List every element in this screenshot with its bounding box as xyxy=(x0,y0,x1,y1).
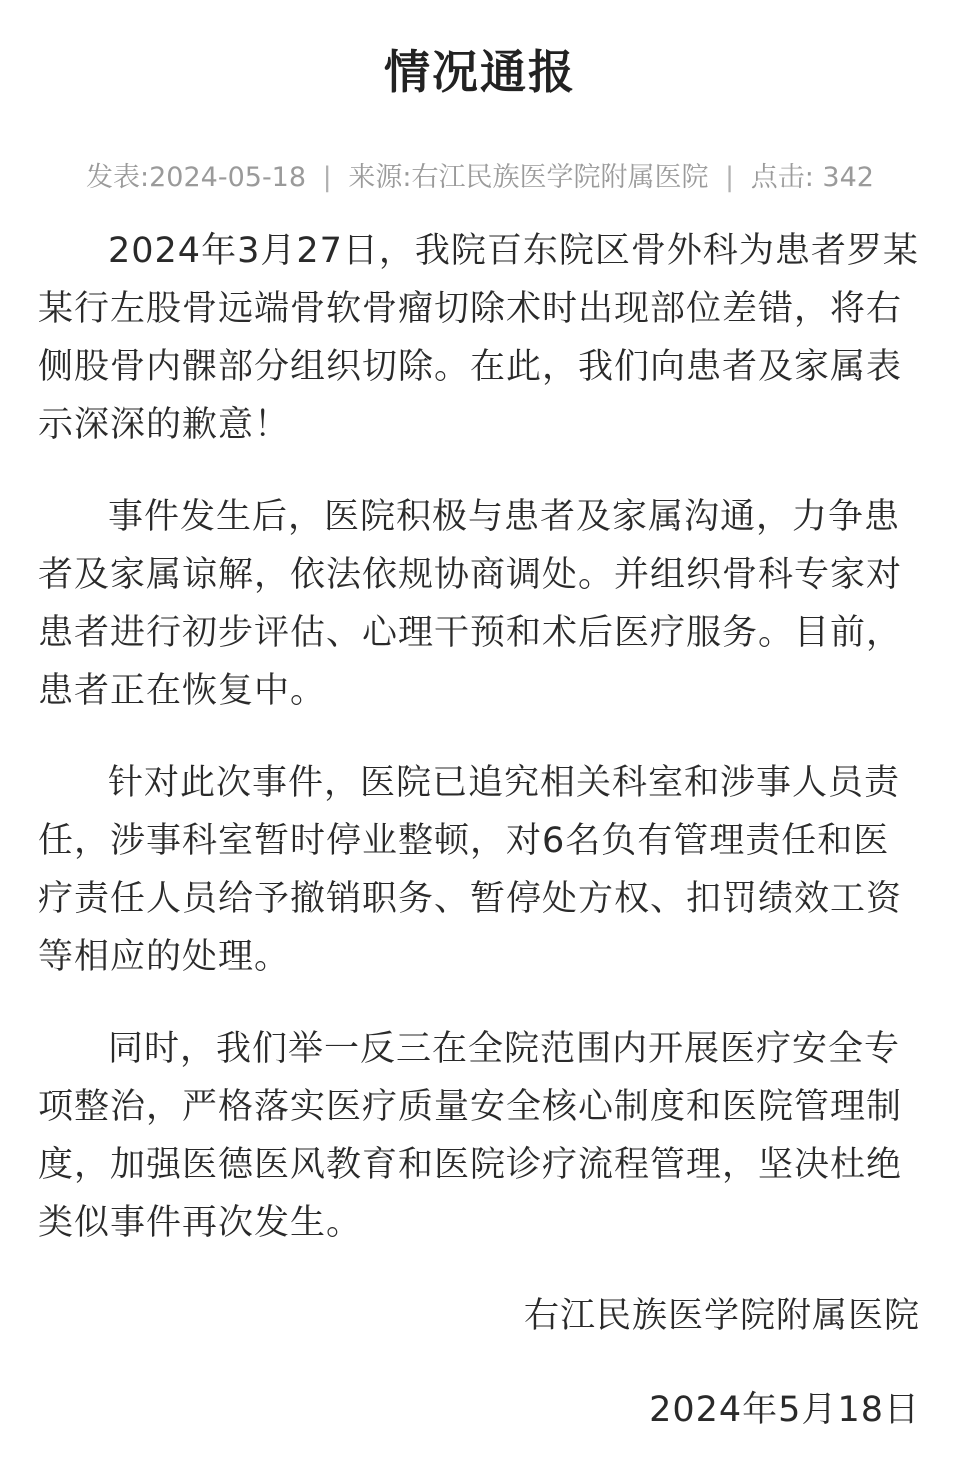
publish-date: 发表:2024-05-18 xyxy=(86,162,307,193)
paragraph-1 xyxy=(38,222,920,454)
paragraph-4 xyxy=(38,1020,920,1252)
paragraph-text: 同时，我们举一反三在全院范围内开展医疗安全专项整治，严格落实医疗质量安全核心制度和医院管理制度，加强医德医风教育和医院诊疗流程管理，坚决杜绝类似事件再次发生。 xyxy=(38,1029,903,1243)
page-title: 情况通报 xyxy=(384,45,576,99)
article-meta xyxy=(0,158,960,198)
paragraph-2 xyxy=(38,488,920,720)
paragraph-text: 事件发生后，医院积极与患者及家属沟通，力争患者及家属谅解，依法依规协商调处。并组织骨科专家对患者进行初步评估、心理干预和术后医疗服务。目前，患者正在恢复中。 xyxy=(38,497,903,711)
click-count: 点击: 342 xyxy=(750,162,874,193)
signature-date: 2024年5月18日 xyxy=(649,1390,920,1430)
signature-organization: 右江民族医学院附属医院 xyxy=(523,1296,920,1336)
meta-divider: | xyxy=(725,162,735,193)
meta-divider: | xyxy=(322,162,332,193)
source-label: 来源:右江民族医学院附属医院 xyxy=(348,162,709,193)
paragraph-3 xyxy=(38,754,920,986)
paragraph-text: 针对此次事件，医院已追究相关科室和涉事人员责任，涉事科室暂时停业整顿，对6名负有管理责任和医疗责任人员给予撤销职务、暂停处方权、扣罚绩效工资等相应的处理。 xyxy=(38,763,903,977)
paragraph-text: 2024年3月27日，我院百东院区骨外科为患者罗某某行左股骨远端骨软骨瘤切除术时出现部位差错，将右侧股骨内髁部分组织切除。在此，我们向患者及家属表示深深的歉意！ xyxy=(38,231,919,445)
